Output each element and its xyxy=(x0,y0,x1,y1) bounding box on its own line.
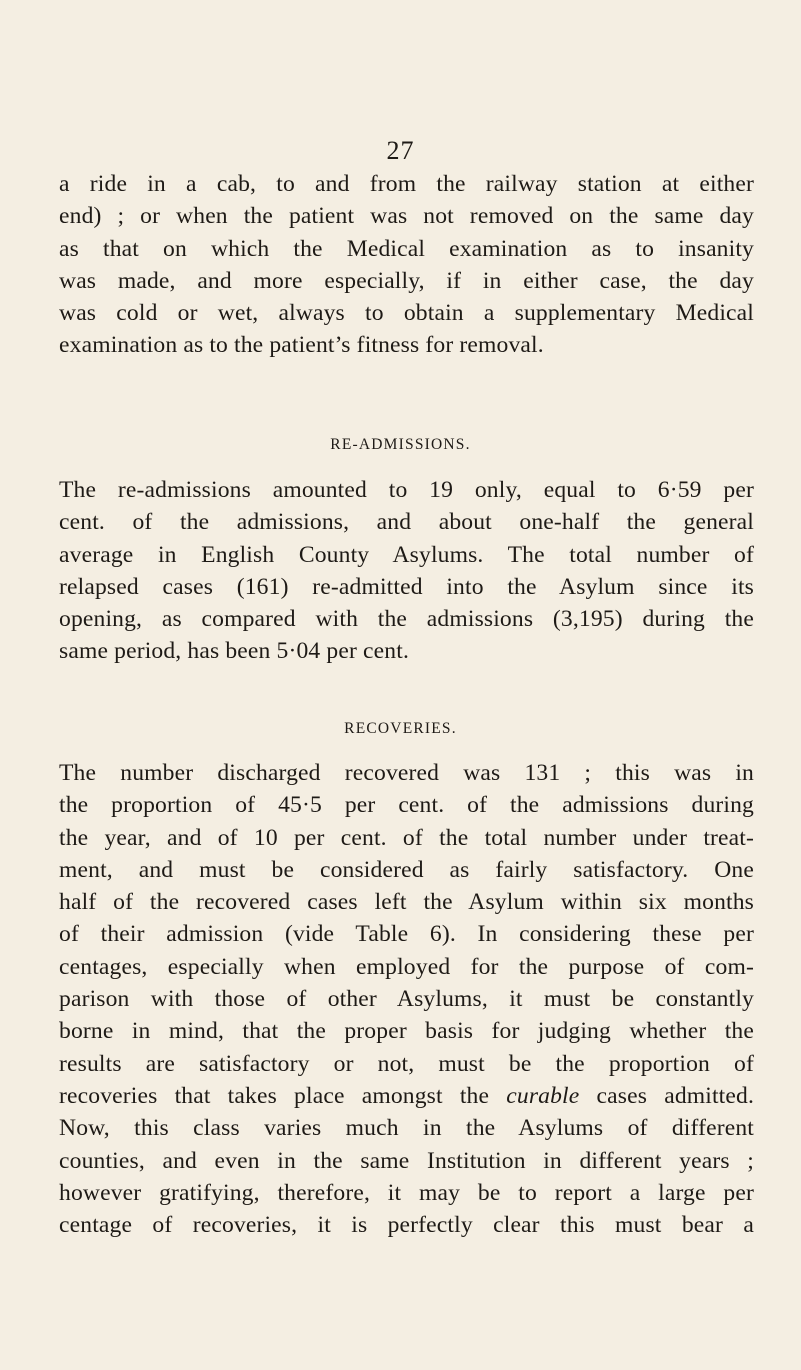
text-line: end) ; or when the patient was not removed on the same day xyxy=(59,203,754,230)
text-line: counties, and even in the same Institution in different years ; xyxy=(59,1147,754,1174)
paragraph-recoveries xyxy=(59,757,754,1241)
text-line: was cold or wet, always to obtain a supplementary Medical xyxy=(59,300,754,327)
text-line: results are satisfactory or not, must be the proportion of xyxy=(59,1050,754,1077)
text-line: average in English County Asylums. The total number of xyxy=(59,541,754,568)
text-line: examination as to the patient’s fitness for removal. xyxy=(59,332,544,359)
text-line: cent. of the admissions, and about one-half the general xyxy=(59,509,754,536)
italic-word: curable xyxy=(506,1082,580,1109)
section-heading-readmissions: RE-ADMISSIONS. xyxy=(330,436,471,453)
text-line: Now, this class varies much in the Asylums of different xyxy=(59,1115,754,1142)
text-line: ment, and must be considered as fairly satisfactory. One xyxy=(59,856,754,883)
text-line: of their admission (vide Table 6). In considering these per xyxy=(59,921,754,948)
text-line xyxy=(59,1080,754,1112)
text-fragment: cases admitted. xyxy=(579,1082,754,1109)
text-line: The re-admissions amounted to 19 only, equal to 6·59 per xyxy=(59,477,754,503)
text-line: same period, has been 5·04 per cent. xyxy=(59,638,409,665)
text-line: parison with those of other Asylums, it must be constantly xyxy=(59,986,754,1013)
text-line: a ride in a cab, to and from the railway station at either xyxy=(59,171,754,197)
page-number: 27 xyxy=(386,136,415,165)
text-line: the year, and of 10 per cent. of the total number under treat- xyxy=(59,824,754,851)
text-line: relapsed cases (161) re-admitted into the Asylum since its xyxy=(59,573,754,600)
text-fragment: recoveries that takes place amongst the xyxy=(59,1082,507,1109)
text-line: centages, especially when employed for the purpose of com- xyxy=(59,953,754,980)
text-line: was made, and more especially, if in either case, the day xyxy=(59,267,754,294)
paragraph-removal-examination xyxy=(59,168,754,362)
paragraph-readmissions xyxy=(59,474,754,668)
text-line: borne in mind, that the proper basis for judging whether the xyxy=(59,1018,754,1045)
section-heading-recoveries: RECOVERIES. xyxy=(344,720,457,737)
text-line: half of the recovered cases left the Asylum within six months xyxy=(59,889,754,916)
text-line: centage of recoveries, it is perfectly clear this must bear a xyxy=(59,1212,754,1239)
text-line: opening, as compared with the admissions (3,195) during the xyxy=(59,606,754,633)
text-line: as that on which the Medical examination as to insanity xyxy=(59,235,754,262)
text-line: however gratifying, therefore, it may be to report a large per xyxy=(59,1179,754,1206)
text-line: the proportion of 45·5 per cent. of the admissions during xyxy=(59,792,754,819)
text-line: The number discharged recovered was 131 ; this was in xyxy=(59,760,754,786)
